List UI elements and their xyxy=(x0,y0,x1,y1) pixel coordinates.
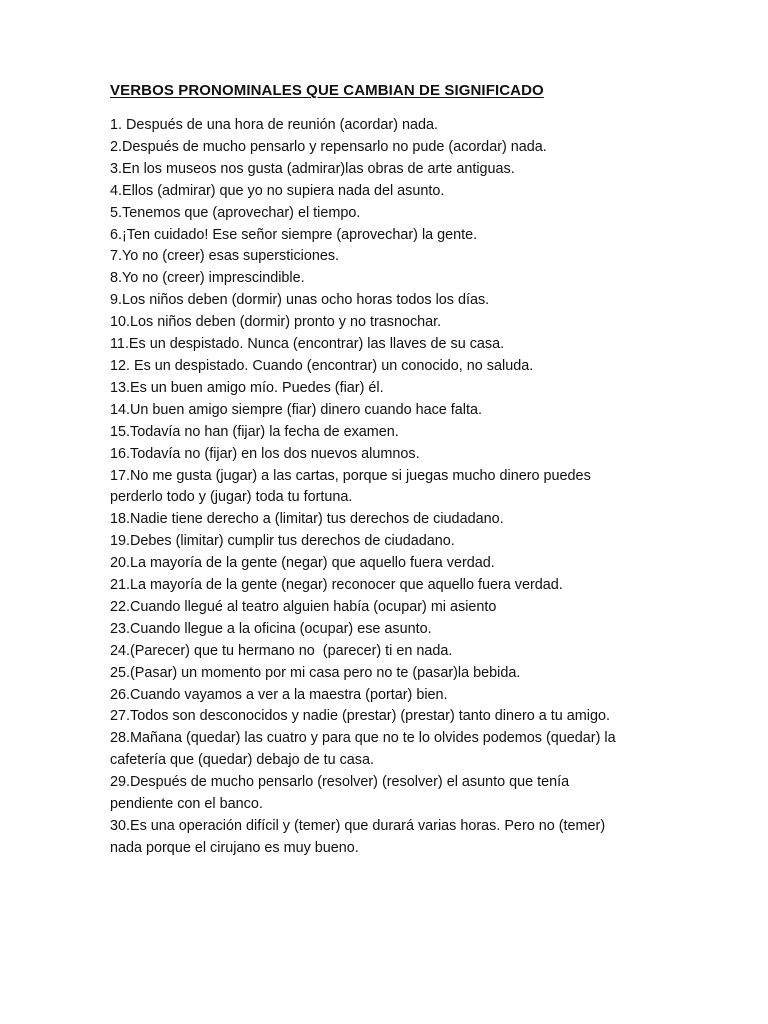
exercise-line: 19.Debes (limitar) cumplir tus derechos de ciudadano. xyxy=(110,533,455,550)
exercise-line: 3.En los museos nos gusta (admirar)las obras de arte antiguas. xyxy=(110,160,515,177)
exercise-line: 27.Todos son desconocidos y nadie (prestar) (prestar) tanto dinero a tu amigo. xyxy=(110,708,610,725)
exercise-line: nada porque el cirujano es muy bueno. xyxy=(110,839,359,856)
exercise-line: perderlo todo y (jugar) toda tu fortuna. xyxy=(110,489,353,506)
exercise-line: 8.Yo no (creer) imprescindible. xyxy=(110,270,305,287)
exercise-line: 17.No me gusta (jugar) a las cartas, porque si juegas mucho dinero puedes xyxy=(110,467,591,484)
exercise-line: 2.Después de mucho pensarlo y repensarlo no pude (acordar) nada. xyxy=(110,138,547,155)
document-title: VERBOS PRONOMINALES QUE CAMBIAN DE SIGNIFICADO xyxy=(110,82,544,99)
exercise-line: pendiente con el banco. xyxy=(110,796,263,813)
exercise-line: cafetería que (quedar) debajo de tu casa. xyxy=(110,752,375,769)
exercise-line: 29.Después de mucho pensarlo (resolver) (resolver) el asunto que tenía xyxy=(110,774,570,791)
exercise-line: 9.Los niños deben (dormir) unas ocho horas todos los días. xyxy=(110,292,490,309)
exercise-line: 12. Es un despistado. Cuando (encontrar) un conocido, no saluda. xyxy=(110,357,534,374)
exercise-line: 22.Cuando llegué al teatro alguien había (ocupar) mi asiento xyxy=(110,598,497,615)
exercise-line: 4.Ellos (admirar) que yo no supiera nada del asunto. xyxy=(110,182,445,199)
exercise-line: 7.Yo no (creer) esas supersticiones. xyxy=(110,248,340,265)
exercise-line: 23.Cuando llegue a la oficina (ocupar) ese asunto. xyxy=(110,620,432,637)
exercise-line: 16.Todavía no (fijar) en los dos nuevos alumnos. xyxy=(110,445,420,462)
exercise-line: 6.¡Ten cuidado! Ese señor siempre (aprovechar) la gente. xyxy=(110,226,478,243)
exercise-line: 18.Nadie tiene derecho a (limitar) tus derechos de ciudadano. xyxy=(110,511,504,528)
exercise-line: 28.Mañana (quedar) las cuatro y para que no te lo olvides podemos (quedar) la xyxy=(110,730,616,747)
exercise-list xyxy=(110,115,670,860)
exercise-line: 5.Tenemos que (aprovechar) el tiempo. xyxy=(110,204,361,221)
exercise-line: 1. Después de una hora de reunión (acordar) nada. xyxy=(110,117,439,133)
exercise-line: 20.La mayoría de la gente (negar) que aquello fuera verdad. xyxy=(110,555,495,572)
exercise-line: 10.Los niños deben (dormir) pronto y no trasnochar. xyxy=(110,314,442,331)
exercise-line: 21.La mayoría de la gente (negar) reconocer que aquello fuera verdad. xyxy=(110,577,563,594)
exercise-line: 30.Es una operación difícil y (temer) que durará varias horas. Pero no (temer) xyxy=(110,818,606,834)
exercise-line: 26.Cuando vayamos a ver a la maestra (portar) bien. xyxy=(110,686,448,703)
exercise-line: 24.(Parecer) que tu hermano no (parecer) ti en nada. xyxy=(110,642,453,659)
exercise-line: 14.Un buen amigo siempre (fiar) dinero cuando hace falta. xyxy=(110,401,482,418)
exercise-line: 13.Es un buen amigo mío. Puedes (fiar) él. xyxy=(110,379,384,396)
exercise-line: 25.(Pasar) un momento por mi casa pero no te (pasar)la bebida. xyxy=(110,664,521,681)
exercise-line: 15.Todavía no han (fijar) la fecha de examen. xyxy=(110,423,399,440)
exercise-line: 11.Es un despistado. Nunca (encontrar) las llaves de su casa. xyxy=(110,336,505,353)
